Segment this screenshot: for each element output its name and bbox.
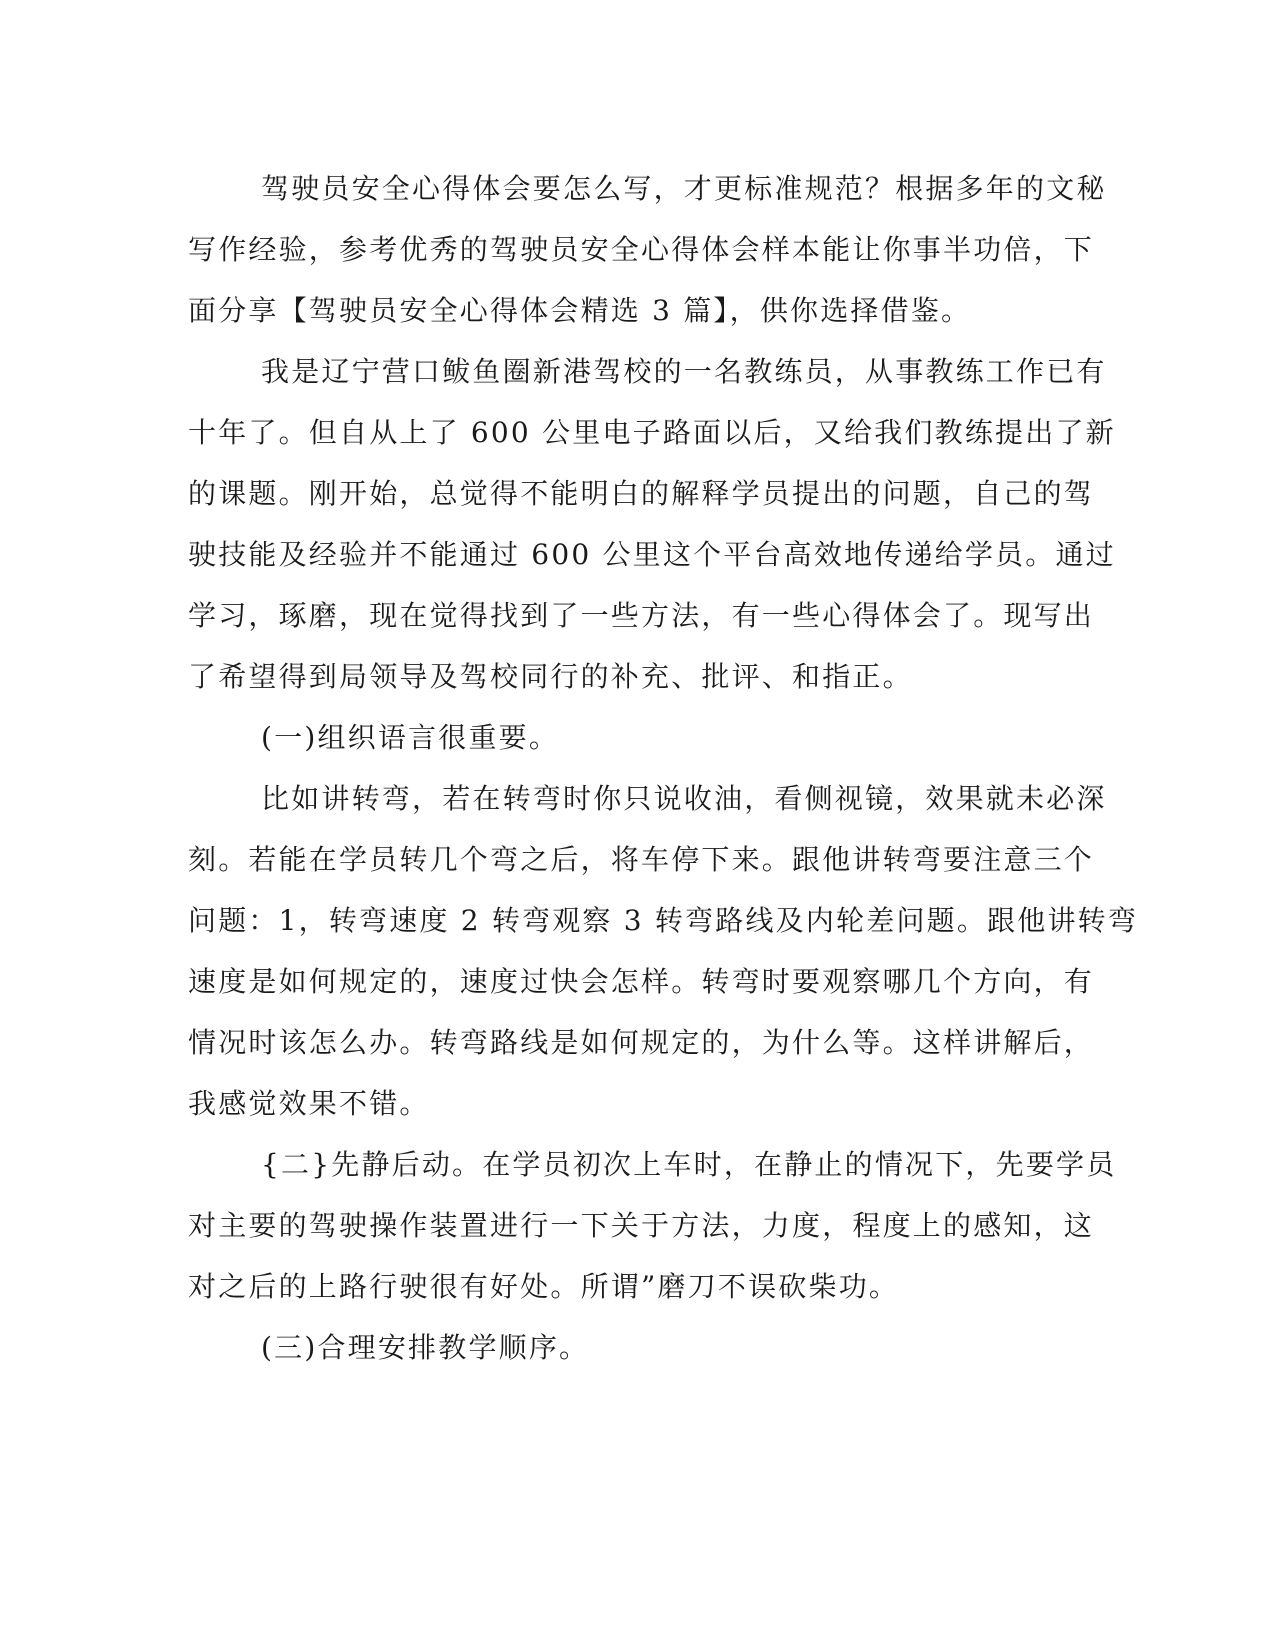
text-line: 写作经验，参考优秀的驾驶员安全心得体会样本能让你事半功倍，下 [188,233,1095,266]
document-body [188,158,1139,1378]
text-line: 我感觉效果不错。 [188,1087,430,1120]
heading-line: (一)组织语言很重要。 [261,721,560,754]
text-line: 对主要的驾驶操作装置进行一下关于方法，力度，程度上的感知，这 [188,1209,1095,1242]
text-line: 问题：1，转弯速度 2 转弯观察 3 转弯路线及内轮差问题。跟他讲转弯 [188,904,1139,937]
heading-line: (三)合理安排教学顺序。 [261,1331,590,1364]
text-line: 驾驶员安全心得体会要怎么写，才更标准规范？根据多年的文秘 [261,172,1107,205]
section-heading-1 [188,707,1068,768]
text-line: 十年了。但自从上了 600 公里电子路面以后，又给我们教练提出了新 [188,416,1116,449]
text-line: 驶技能及经验并不能通过 600 公里这个平台高效地传递给学员。通过 [188,538,1116,571]
paragraph-turning [188,768,1139,1134]
text-line: 学习，琢磨，现在觉得找到了一些方法，有一些心得体会了。现写出 [188,599,1095,632]
text-line: 对之后的上路行驶很有好处。所谓”磨刀不误砍柴功。 [188,1270,900,1303]
text-line: 我是辽宁营口鲅鱼圈新港驾校的一名教练员，从事教练工作已有 [261,355,1107,388]
text-line: 速度是如何规定的，速度过快会怎样。转弯时要观察哪几个方向，有 [188,965,1095,998]
section-heading-3 [188,1317,1068,1378]
paragraph-static-first [188,1134,1117,1317]
text-line: {二}先静后动。在学员初次上车时，在静止的情况下，先要学员 [261,1148,1117,1181]
text-line: 比如讲转弯，若在转弯时你只说收油，看侧视镜，效果就未必深 [261,782,1107,815]
text-line: 刻。若能在学员转几个弯之后，将车停下来。跟他讲转弯要注意三个 [188,843,1095,876]
paragraph-intro [188,158,1107,341]
text-line: 的课题。刚开始，总觉得不能明白的解释学员提出的问题，自己的驾 [188,477,1095,510]
paragraph-author-intro [188,341,1116,707]
text-line: 了希望得到局领导及驾校同行的补充、批评、和指正。 [188,660,913,693]
text-line: 情况时该怎么办。转弯路线是如何规定的，为什么等。这样讲解后， [188,1026,1095,1059]
text-line: 面分享【驾驶员安全心得体会精选 3 篇】，供你选择借鉴。 [188,294,972,327]
